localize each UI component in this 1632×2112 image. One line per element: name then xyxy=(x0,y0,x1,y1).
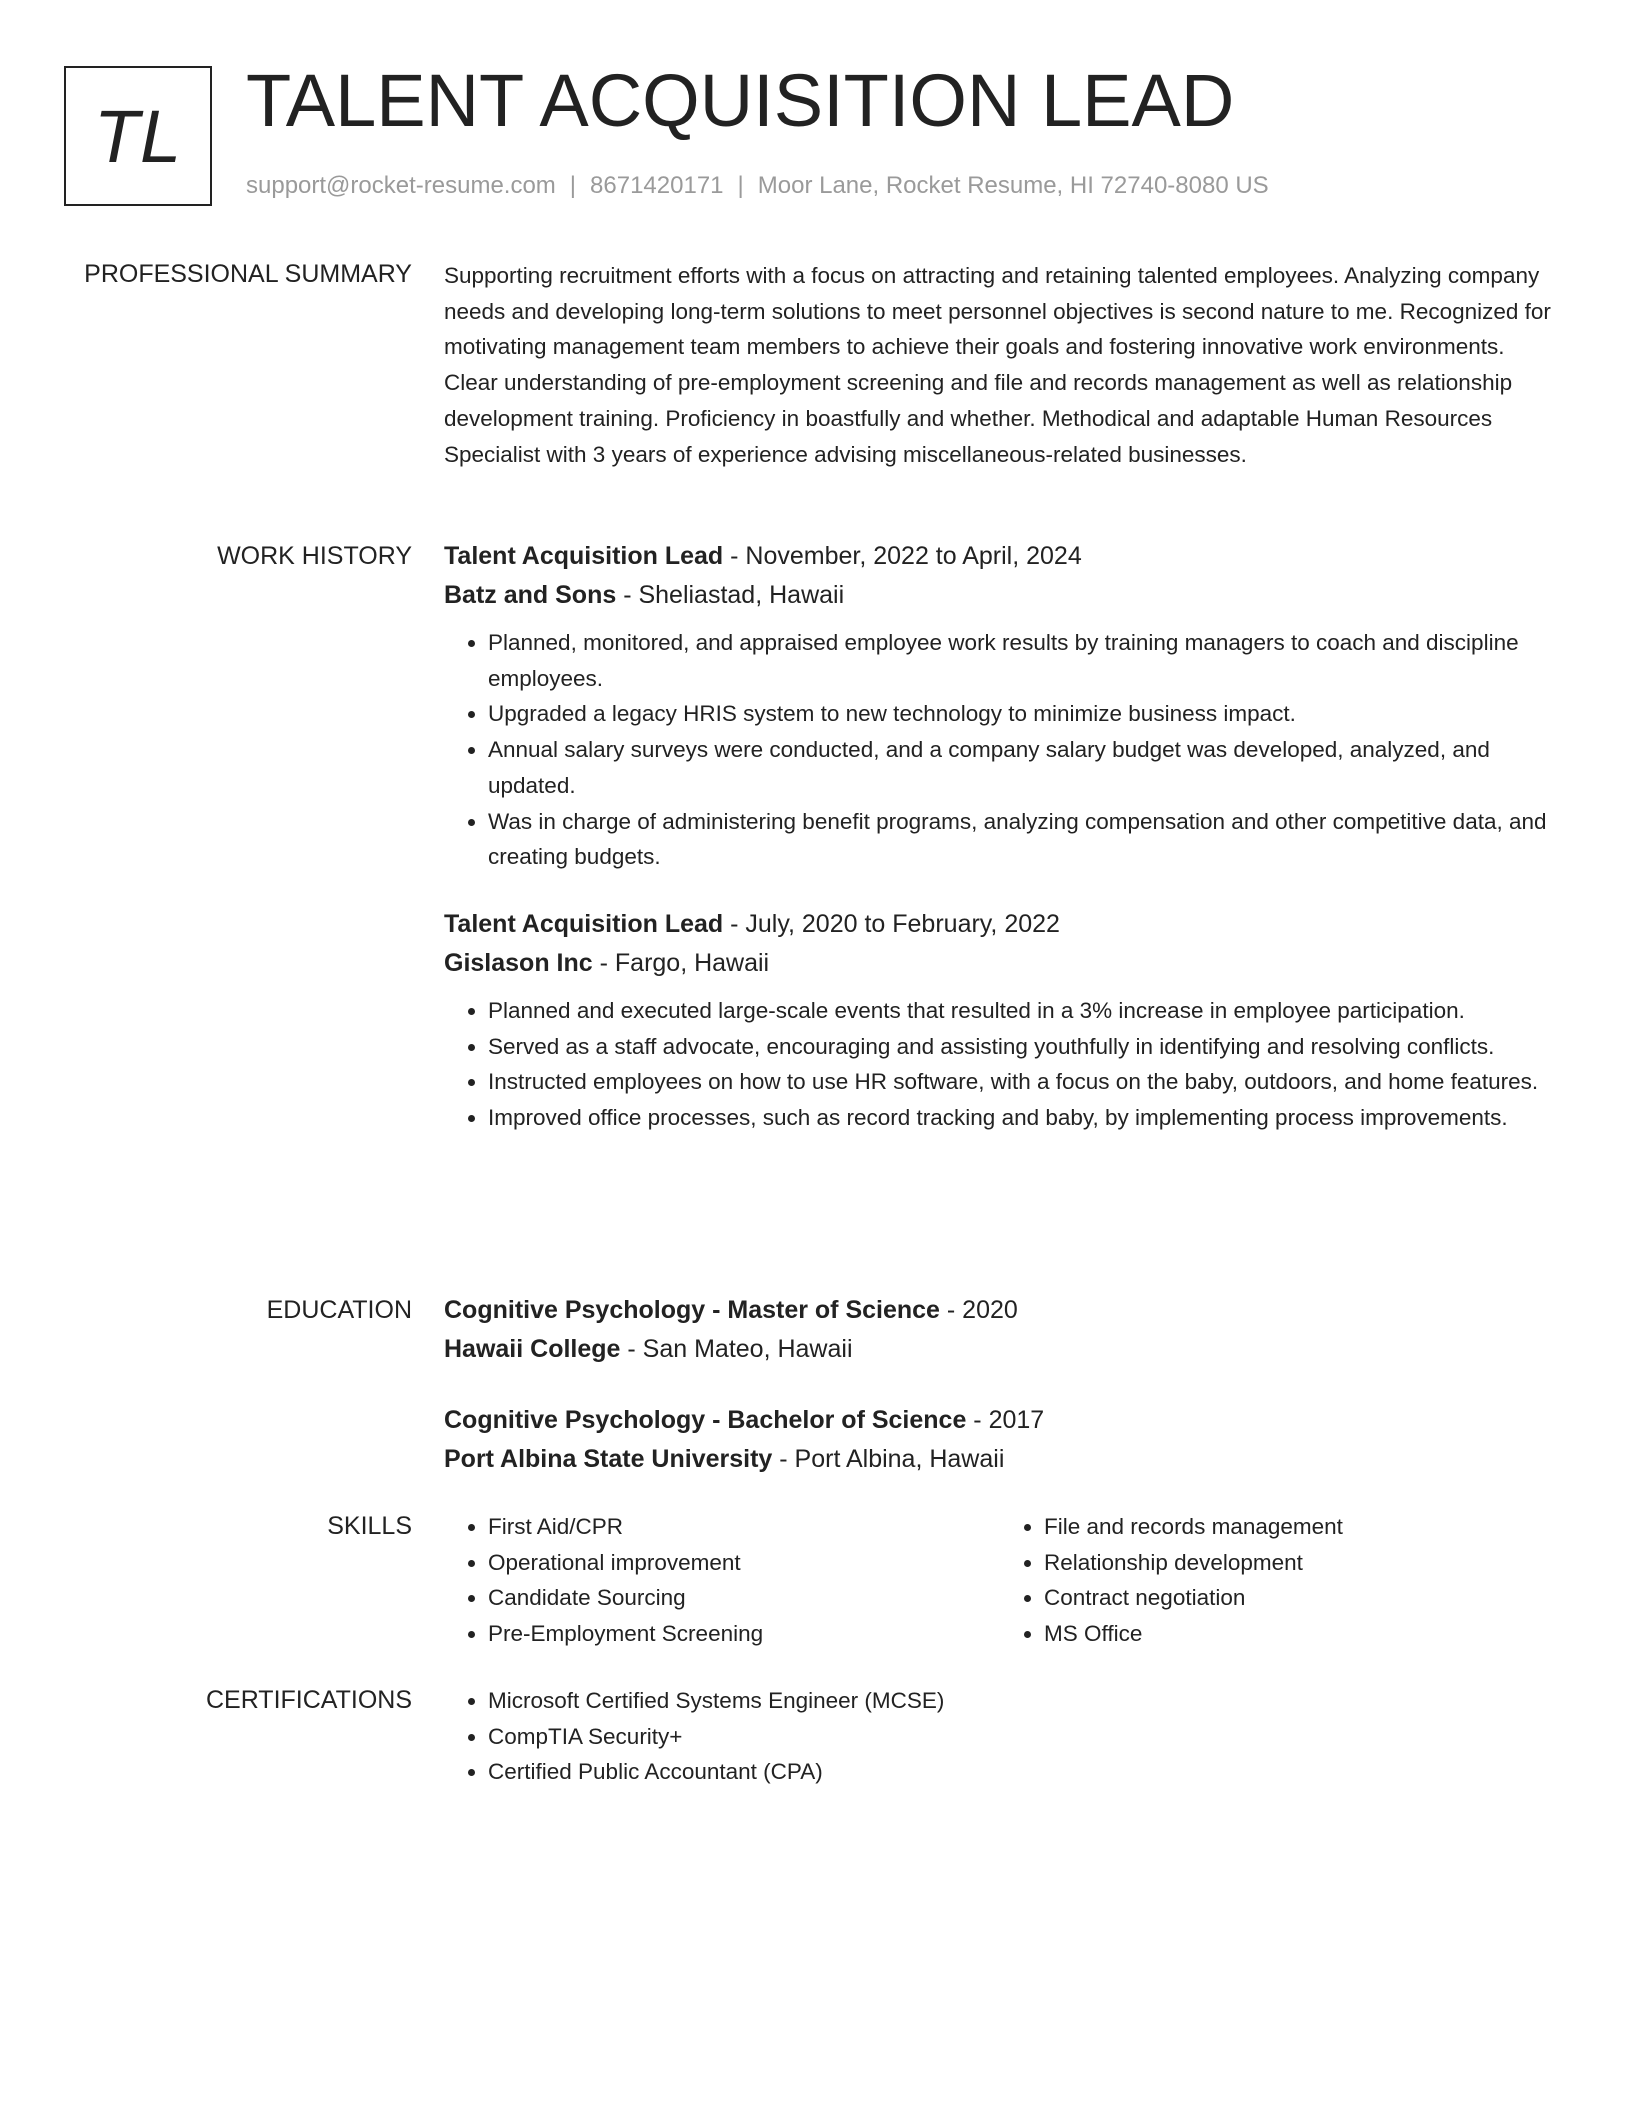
job-company: Batz and Sons xyxy=(444,581,617,609)
job-bullet: • Served as a staff advocate, encouraging and assisting youthfully in identifying and resolving conflicts. xyxy=(488,1029,1556,1065)
job-bullet: • Annual salary surveys were conducted, and a company salary budget was developed, analyzed, and updated. xyxy=(488,732,1556,803)
skill-item: • First Aid/CPR xyxy=(488,1509,1000,1545)
certification-item: • Microsoft Certified Systems Engineer (MCSE) xyxy=(488,1683,1556,1719)
education-location: - Port Albina, Hawaii xyxy=(772,1445,1005,1473)
certifications-body xyxy=(444,1683,1556,1790)
job-location: - Fargo, Hawaii xyxy=(592,948,770,977)
job-company: Gislason Inc xyxy=(444,948,593,977)
job-title-line xyxy=(444,537,1556,576)
education-entry xyxy=(444,1291,1556,1369)
education-year: - 2020 xyxy=(939,1296,1018,1324)
resume-name: TALENT ACQUISITION LEAD xyxy=(246,59,1235,142)
education-school-line xyxy=(444,1330,1556,1369)
skill-item: • Relationship development xyxy=(1044,1545,1556,1581)
education-location: - San Mateo, Hawaii xyxy=(620,1335,853,1363)
skills-list-right xyxy=(1000,1509,1556,1652)
job-entry xyxy=(444,905,1556,1136)
certification-item: • CompTIA Security+ xyxy=(488,1719,1556,1755)
job-title: Talent Acquisition Lead xyxy=(444,909,724,938)
job-bullet: • Upgraded a legacy HRIS system to new technology to minimize business impact. xyxy=(488,696,1556,732)
education-school-line xyxy=(444,1440,1556,1479)
education-body xyxy=(444,1291,1556,1511)
contact-separator: | xyxy=(737,172,744,199)
certifications-list xyxy=(444,1683,1556,1790)
contact-email: support@rocket-resume.com xyxy=(246,172,556,199)
job-bullets xyxy=(444,993,1556,1136)
contact-separator: | xyxy=(569,172,577,199)
skills-body xyxy=(444,1509,1556,1652)
education-degree: Cognitive Psychology - Bachelor of Science xyxy=(444,1406,967,1434)
job-bullet: • Was in charge of administering benefit programs, analyzing compensation and other competitive data, and creating budgets. xyxy=(488,804,1556,875)
contact-address: Moor Lane, Rocket Resume, HI 72740-8080 US xyxy=(757,172,1269,199)
summary-body xyxy=(444,258,1556,472)
job-entry xyxy=(444,537,1556,875)
contact-line xyxy=(246,172,1269,200)
certification-item: • Certified Public Accountant (CPA) xyxy=(488,1754,1556,1790)
skills-list-left xyxy=(444,1509,1000,1652)
education-school: Hawaii College xyxy=(444,1335,621,1363)
job-location: - Sheliastad, Hawaii xyxy=(616,581,845,609)
monogram-box xyxy=(64,66,212,206)
education-degree-line xyxy=(444,1401,1556,1440)
job-bullet: • Planned, monitored, and appraised employee work results by training managers to coach and discipline employees. xyxy=(488,625,1556,696)
skill-item: • Contract negotiation xyxy=(1044,1580,1556,1616)
job-company-line xyxy=(444,576,1556,615)
job-bullet: • Instructed employees on how to use HR software, with a focus on the baby, outdoors, and home features. xyxy=(488,1064,1556,1100)
section-label-certifications: CERTIFICATIONS xyxy=(205,1686,412,1714)
education-degree-line xyxy=(444,1291,1556,1330)
skill-item: • File and records management xyxy=(1044,1509,1556,1545)
section-label-summary: PROFESSIONAL SUMMARY xyxy=(84,260,412,288)
job-dates: - November, 2022 to April, 2024 xyxy=(723,542,1082,570)
section-label-education: EDUCATION xyxy=(266,1296,412,1324)
skill-item: • Pre-Employment Screening xyxy=(488,1616,1000,1652)
skill-item: • Operational improvement xyxy=(488,1545,1000,1581)
job-title: Talent Acquisition Lead xyxy=(444,542,724,570)
job-dates: - July, 2020 to February, 2022 xyxy=(723,909,1060,938)
job-bullet: • Improved office processes, such as record tracking and baby, by implementing process improvements. xyxy=(488,1100,1556,1136)
education-entry xyxy=(444,1401,1556,1479)
job-bullets xyxy=(444,625,1556,875)
skill-item: • Candidate Sourcing xyxy=(488,1580,1000,1616)
job-company-line xyxy=(444,944,1556,983)
monogram-initials: TL xyxy=(93,94,183,178)
skills-columns xyxy=(444,1509,1556,1652)
work-history-body xyxy=(444,537,1556,1166)
contact-phone: 8671420171 xyxy=(590,172,724,199)
skill-item: • MS Office xyxy=(1044,1616,1556,1652)
education-school: Port Albina State University xyxy=(444,1445,773,1473)
education-degree: Cognitive Psychology - Master of Science xyxy=(444,1296,940,1324)
education-year: - 2017 xyxy=(966,1406,1045,1434)
job-bullet: • Planned and executed large-scale events that resulted in a 3% increase in employee participation. xyxy=(488,993,1556,1029)
section-label-skills: SKILLS xyxy=(327,1512,412,1540)
job-title-line xyxy=(444,905,1556,944)
section-label-work-history: WORK HISTORY xyxy=(217,542,412,570)
summary-text: Supporting recruitment efforts with a focus on attracting and retaining talented employees. Analyzing company needs and developing long-term solutions to meet personnel objectives is second nature to me. Recognized for motivating management team members to achieve their goals and fostering innovative work environments. Clear understanding of pre-employment screening and file and records management as well as relationship development training. Proficiency in boastfully and whether. Methodical and adaptable Human Resources Specialist with 3 years of experience advising miscellaneous-related businesses. xyxy=(444,263,1551,467)
